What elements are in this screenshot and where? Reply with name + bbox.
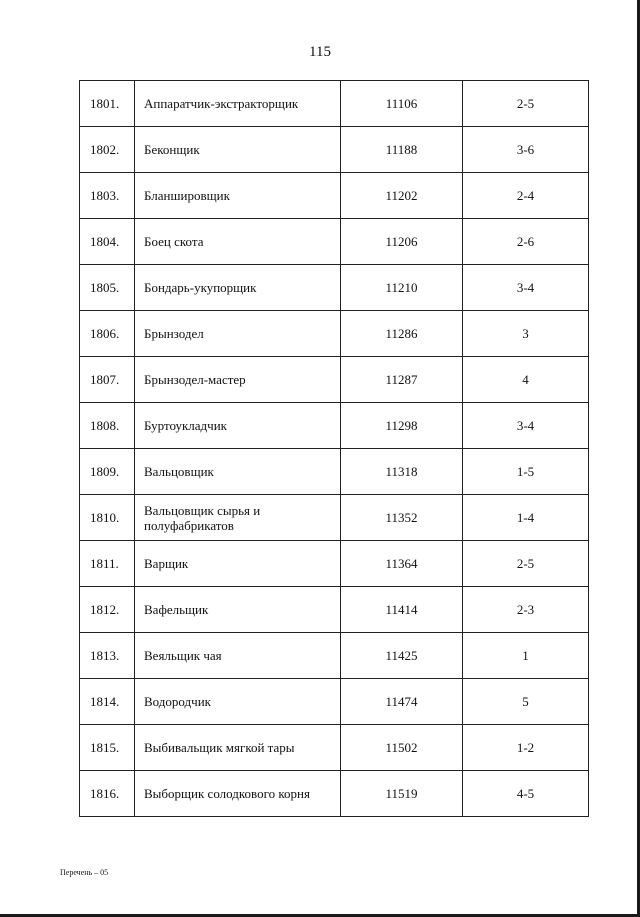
table-row	[80, 495, 589, 541]
profession-name: Беконщик	[135, 127, 341, 173]
row-number: 1808.	[80, 403, 135, 449]
grade-range: 1-5	[463, 449, 589, 495]
table-row	[80, 587, 589, 633]
grade-range: 2-3	[463, 587, 589, 633]
row-number: 1802.	[80, 127, 135, 173]
row-number: 1810.	[80, 495, 135, 541]
profession-name: Вальцовщик сырья и полуфабрикатов	[135, 495, 341, 541]
row-number: 1816.	[80, 771, 135, 817]
profession-name: Варщик	[135, 541, 341, 587]
profession-code: 11106	[341, 81, 463, 127]
table-row	[80, 725, 589, 771]
grade-range: 5	[463, 679, 589, 725]
profession-code: 11206	[341, 219, 463, 265]
profession-name: Вальцовщик	[135, 449, 341, 495]
grade-range: 1-4	[463, 495, 589, 541]
grade-range: 1	[463, 633, 589, 679]
profession-name: Аппаратчик-экстракторщик	[135, 81, 341, 127]
grade-range: 3-6	[463, 127, 589, 173]
profession-code: 11502	[341, 725, 463, 771]
profession-table	[79, 80, 589, 817]
profession-name: Водородчик	[135, 679, 341, 725]
table-row	[80, 81, 589, 127]
profession-code: 11474	[341, 679, 463, 725]
row-number: 1805.	[80, 265, 135, 311]
grade-range: 1-2	[463, 725, 589, 771]
row-number: 1809.	[80, 449, 135, 495]
page-number: 115	[309, 44, 331, 60]
profession-name: Выборщик солодкового корня	[135, 771, 341, 817]
profession-name: Веяльщик чая	[135, 633, 341, 679]
grade-range: 2-5	[463, 541, 589, 587]
profession-code: 11298	[341, 403, 463, 449]
table-row	[80, 633, 589, 679]
profession-code: 11425	[341, 633, 463, 679]
profession-name: Бланшировщик	[135, 173, 341, 219]
profession-code: 11188	[341, 127, 463, 173]
profession-code: 11318	[341, 449, 463, 495]
grade-range: 2-6	[463, 219, 589, 265]
profession-name: Буртоукладчик	[135, 403, 341, 449]
row-number: 1814.	[80, 679, 135, 725]
row-number: 1812.	[80, 587, 135, 633]
grade-range: 2-4	[463, 173, 589, 219]
grade-range: 4	[463, 357, 589, 403]
profession-name: Выбивальщик мягкой тары	[135, 725, 341, 771]
table-row	[80, 127, 589, 173]
table-row	[80, 771, 589, 817]
row-number: 1806.	[80, 311, 135, 357]
profession-name: Брынзодел-мастер	[135, 357, 341, 403]
row-number: 1804.	[80, 219, 135, 265]
profession-name: Бондарь-укупорщик	[135, 265, 341, 311]
profession-name: Боец скота	[135, 219, 341, 265]
profession-code: 11210	[341, 265, 463, 311]
profession-table-body	[80, 81, 589, 817]
profession-code: 11286	[341, 311, 463, 357]
row-number: 1811.	[80, 541, 135, 587]
table-row	[80, 311, 589, 357]
table-row	[80, 265, 589, 311]
table-row	[80, 173, 589, 219]
profession-code: 11352	[341, 495, 463, 541]
profession-code: 11287	[341, 357, 463, 403]
grade-range: 4-5	[463, 771, 589, 817]
table-row	[80, 357, 589, 403]
profession-code: 11519	[341, 771, 463, 817]
profession-name: Вафельщик	[135, 587, 341, 633]
profession-code: 11202	[341, 173, 463, 219]
row-number: 1803.	[80, 173, 135, 219]
profession-code: 11414	[341, 587, 463, 633]
row-number: 1807.	[80, 357, 135, 403]
row-number: 1801.	[80, 81, 135, 127]
table-row	[80, 449, 589, 495]
table-row	[80, 541, 589, 587]
row-number: 1815.	[80, 725, 135, 771]
table-row	[80, 679, 589, 725]
grade-range: 3	[463, 311, 589, 357]
profession-name: Брынзодел	[135, 311, 341, 357]
grade-range: 3-4	[463, 403, 589, 449]
grade-range: 2-5	[463, 81, 589, 127]
table-row	[80, 403, 589, 449]
footer-label: Перечень – 05	[60, 868, 109, 877]
row-number: 1813.	[80, 633, 135, 679]
profession-code: 11364	[341, 541, 463, 587]
table-row	[80, 219, 589, 265]
grade-range: 3-4	[463, 265, 589, 311]
